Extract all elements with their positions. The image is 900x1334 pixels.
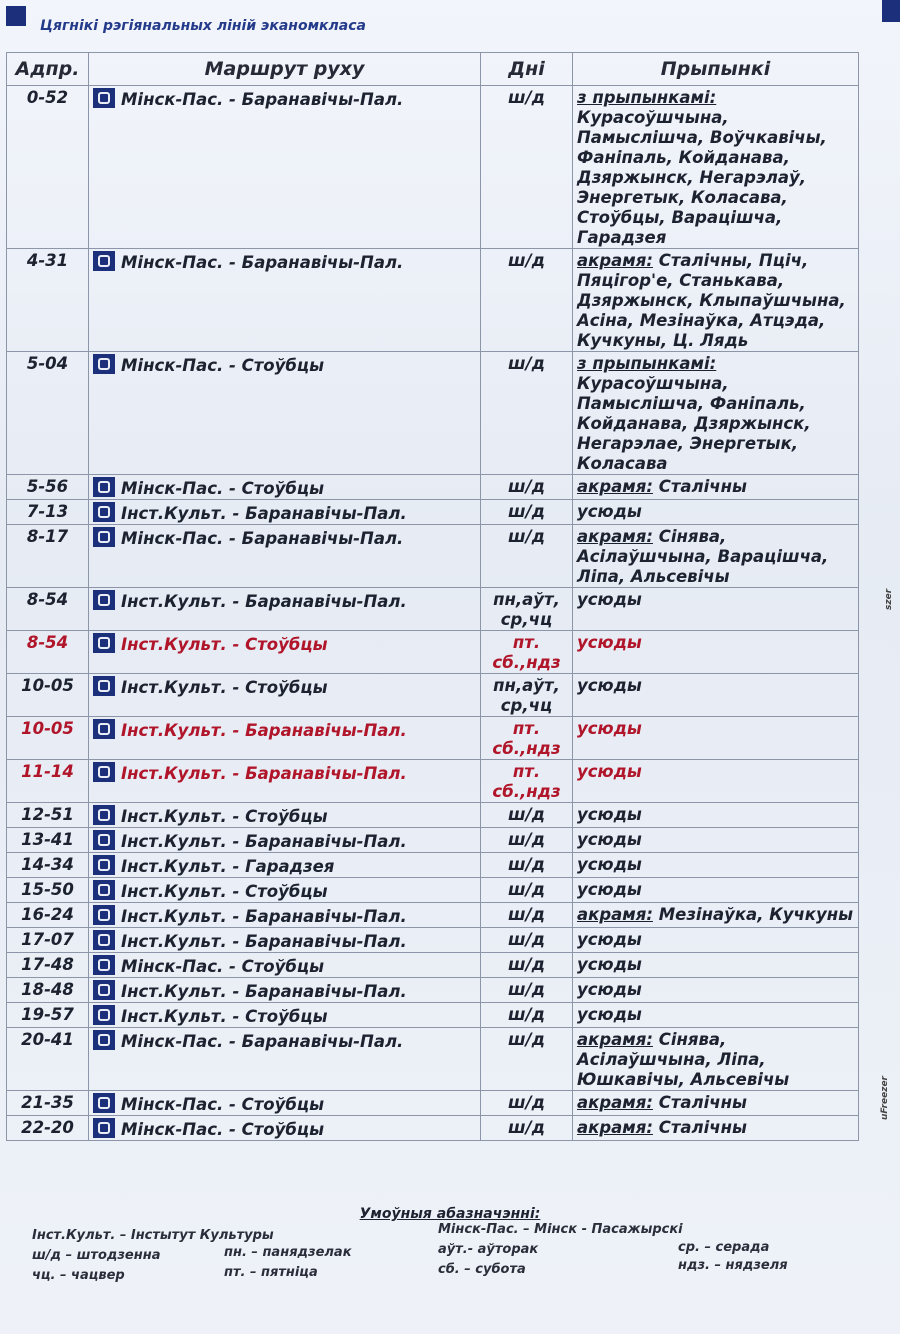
route-cell	[89, 1003, 481, 1028]
stops-prefix: акрамя:	[577, 1118, 653, 1137]
route-text: Інст.Культ. - Стоўбцы	[121, 1007, 328, 1026]
stops-prefix: акрамя:	[577, 905, 653, 924]
train-icon	[93, 762, 115, 782]
legend-item: ш/д – штодзенна	[32, 1248, 161, 1263]
train-icon	[93, 633, 115, 653]
days-cell	[481, 1091, 573, 1116]
route-cell	[89, 717, 481, 760]
stops-prefix: акрамя:	[577, 477, 653, 496]
days-cell	[481, 674, 573, 717]
train-icon	[93, 855, 115, 875]
route-cell	[89, 588, 481, 631]
route-text: Інст.Культ. - Баранавічы-Пал.	[121, 932, 407, 951]
stops-prefix: акрамя:	[577, 527, 653, 546]
legend-item: чц. – чацвер	[32, 1268, 125, 1283]
route-cell	[89, 674, 481, 717]
departure-time: 7-13	[7, 500, 89, 525]
route-text: Інст.Культ. - Баранавічы-Пал.	[121, 504, 407, 523]
stops-prefix: акрамя:	[577, 1093, 653, 1112]
stops-cell	[573, 674, 859, 717]
stops-prefix: з прыпынкамі:	[577, 88, 717, 107]
departure-time: 12-51	[7, 803, 89, 828]
stops-cell	[573, 525, 859, 588]
days-text: ш/д	[508, 1005, 545, 1024]
stops-cell	[573, 978, 859, 1003]
stops-text: усюды	[577, 930, 642, 949]
stops-text: Курасоўшчына, Памыслішча, Фаніпаль, Койданава, Дзяржынск, Негарэлае, Энергетык, Коласава	[577, 374, 811, 473]
departure-time: 17-07	[7, 928, 89, 953]
table-row	[7, 760, 859, 803]
departure-time: 10-05	[7, 717, 89, 760]
train-icon	[93, 590, 115, 610]
days-text-2: ср,чц	[500, 610, 553, 629]
departure-time: 5-56	[7, 475, 89, 500]
days-text: ш/д	[508, 1030, 545, 1049]
departure-time: 8-54	[7, 631, 89, 674]
departure-time: 5-04	[7, 352, 89, 475]
table-row	[7, 803, 859, 828]
stops-cell	[573, 631, 859, 674]
days-text: ш/д	[508, 88, 545, 107]
route-text: Мінск-Пас. - Стоўбцы	[121, 1095, 325, 1114]
stops-cell	[573, 717, 859, 760]
route-text: Мінск-Пас. - Стоўбцы	[121, 479, 325, 498]
days-text: пт.	[512, 719, 541, 738]
route-cell	[89, 878, 481, 903]
col-header-stops: Прыпынкі	[573, 53, 859, 86]
train-icon	[93, 880, 115, 900]
legend-item: ндз. – нядзеля	[678, 1258, 788, 1273]
train-icon	[93, 676, 115, 696]
stops-text: Сталічны, Пціч, Пяцігор'е, Станькава, Дзяржынск, Клыпаўшчына, Асіна, Мезінаўка, Атцэда, Кучкуны, Ц. Лядь	[577, 251, 846, 350]
route-cell	[89, 760, 481, 803]
table-row	[7, 717, 859, 760]
stops-cell	[573, 760, 859, 803]
days-cell	[481, 475, 573, 500]
days-text: ш/д	[508, 980, 545, 999]
stops-cell	[573, 903, 859, 928]
table-row	[7, 878, 859, 903]
days-text: ш/д	[508, 527, 545, 546]
departure-time: 4-31	[7, 249, 89, 352]
table-row	[7, 249, 859, 352]
stops-cell	[573, 828, 859, 853]
legend-item: Інст.Культ. – Інстытут Культуры	[32, 1228, 274, 1243]
days-cell	[481, 903, 573, 928]
timetable	[6, 52, 859, 1141]
route-text: Мінск-Пас. - Стоўбцы	[121, 1120, 325, 1139]
train-icon	[93, 930, 115, 950]
days-cell	[481, 853, 573, 878]
route-cell	[89, 352, 481, 475]
legend-item: Мінск-Пас. – Мінск - Пасажырскі	[438, 1222, 683, 1237]
legend-item: сб. – субота	[438, 1262, 526, 1277]
train-icon	[93, 502, 115, 522]
route-text: Мінск-Пас. - Баранавічы-Пал.	[121, 90, 404, 109]
days-cell	[481, 878, 573, 903]
departure-time: 15-50	[7, 878, 89, 903]
table-row	[7, 828, 859, 853]
legend-item: ср. – серада	[678, 1240, 770, 1255]
stops-cell	[573, 928, 859, 953]
train-icon	[93, 1093, 115, 1113]
departure-time: 0-52	[7, 86, 89, 249]
stops-cell	[573, 352, 859, 475]
stops-text: Сталічны	[658, 1093, 747, 1112]
days-text: ш/д	[508, 805, 545, 824]
days-text: пн,аўт,	[493, 590, 560, 609]
days-cell	[481, 249, 573, 352]
days-cell	[481, 1003, 573, 1028]
route-text: Інст.Культ. - Стоўбцы	[121, 635, 328, 654]
col-header-departure: Адпр.	[7, 53, 89, 86]
table-row	[7, 525, 859, 588]
stops-text: усюды	[577, 633, 642, 652]
stops-text: усюды	[577, 830, 642, 849]
days-text-2: ср,чц	[500, 696, 553, 715]
train-icon	[93, 805, 115, 825]
train-icon	[93, 955, 115, 975]
days-text-2: сб.,ндз	[492, 653, 561, 672]
days-text-2: сб.,ндз	[492, 782, 561, 801]
legend-item: аўт.- аўторак	[438, 1242, 539, 1257]
route-text: Інст.Культ. - Баранавічы-Пал.	[121, 832, 407, 851]
table-row	[7, 1003, 859, 1028]
days-cell	[481, 953, 573, 978]
days-text: ш/д	[508, 855, 545, 874]
stops-cell	[573, 1116, 859, 1141]
table-row	[7, 631, 859, 674]
days-text: ш/д	[508, 955, 545, 974]
departure-time: 8-17	[7, 525, 89, 588]
route-text: Інст.Культ. - Стоўбцы	[121, 807, 328, 826]
side-label: uFreezer	[880, 1076, 890, 1120]
train-icon	[93, 354, 115, 374]
route-text: Мінск-Пас. - Баранавічы-Пал.	[121, 1032, 404, 1051]
days-cell	[481, 803, 573, 828]
route-text: Мінск-Пас. - Баранавічы-Пал.	[121, 529, 404, 548]
days-text: ш/д	[508, 477, 545, 496]
days-cell	[481, 86, 573, 249]
route-cell	[89, 249, 481, 352]
departure-time: 19-57	[7, 1003, 89, 1028]
route-cell	[89, 978, 481, 1003]
table-row	[7, 588, 859, 631]
stops-cell	[573, 1003, 859, 1028]
route-text: Мінск-Пас. - Стоўбцы	[121, 957, 325, 976]
departure-time: 16-24	[7, 903, 89, 928]
route-text: Мінск-Пас. - Баранавічы-Пал.	[121, 253, 404, 272]
route-text: Інст.Культ. - Баранавічы-Пал.	[121, 721, 407, 740]
stops-text: Сінява, Асілаўшчына, Ліпа, Юшкавічы, Альсевічы	[577, 1030, 790, 1089]
route-cell	[89, 828, 481, 853]
stops-cell	[573, 86, 859, 249]
train-icon	[93, 477, 115, 497]
stops-text: усюды	[577, 955, 642, 974]
days-text: пт.	[512, 633, 541, 652]
departure-time: 11-14	[7, 760, 89, 803]
stops-cell	[573, 953, 859, 978]
table-row	[7, 928, 859, 953]
train-icon	[6, 6, 26, 26]
stops-cell	[573, 878, 859, 903]
table-row	[7, 1028, 859, 1091]
legend-title: Умоўныя абазначэнні:	[359, 1206, 541, 1222]
route-cell	[89, 953, 481, 978]
route-cell	[89, 853, 481, 878]
stops-text: усюды	[577, 676, 642, 695]
stops-cell	[573, 1028, 859, 1091]
train-icon	[93, 905, 115, 925]
days-cell	[481, 828, 573, 853]
table-row	[7, 475, 859, 500]
route-text: Інст.Культ. - Гарадзея	[121, 857, 335, 876]
departure-time: 14-34	[7, 853, 89, 878]
route-text: Інст.Культ. - Стоўбцы	[121, 882, 328, 901]
table-row	[7, 1116, 859, 1141]
stops-text: усюды	[577, 1005, 642, 1024]
days-cell	[481, 760, 573, 803]
table-row	[7, 500, 859, 525]
days-text: ш/д	[508, 354, 545, 373]
route-cell	[89, 928, 481, 953]
days-cell	[481, 717, 573, 760]
departure-time: 10-05	[7, 674, 89, 717]
table-row	[7, 953, 859, 978]
days-cell	[481, 928, 573, 953]
days-text: ш/д	[508, 1093, 545, 1112]
route-cell	[89, 475, 481, 500]
days-cell	[481, 631, 573, 674]
departure-time: 18-48	[7, 978, 89, 1003]
stops-text: усюды	[577, 762, 642, 781]
days-text: ш/д	[508, 830, 545, 849]
train-icon	[93, 719, 115, 739]
days-cell	[481, 588, 573, 631]
table-row	[7, 86, 859, 249]
table-row	[7, 352, 859, 475]
table-row	[7, 903, 859, 928]
route-cell	[89, 803, 481, 828]
stops-cell	[573, 588, 859, 631]
stops-text: Сінява, Асілаўшчына, Варацішча, Ліпа, Альсевічы	[577, 527, 829, 586]
train-icon	[93, 527, 115, 547]
table-row	[7, 978, 859, 1003]
departure-time: 17-48	[7, 953, 89, 978]
stops-cell	[573, 803, 859, 828]
stops-cell	[573, 500, 859, 525]
departure-time: 8-54	[7, 588, 89, 631]
days-cell	[481, 352, 573, 475]
stops-prefix: з прыпынкамі:	[577, 354, 717, 373]
route-cell	[89, 631, 481, 674]
route-text: Інст.Культ. - Баранавічы-Пал.	[121, 592, 407, 611]
train-icon	[93, 830, 115, 850]
days-text: ш/д	[508, 930, 545, 949]
departure-time: 21-35	[7, 1091, 89, 1116]
route-text: Інст.Культ. - Баранавічы-Пал.	[121, 907, 407, 926]
stops-text: усюды	[577, 590, 642, 609]
days-text: ш/д	[508, 502, 545, 521]
train-icon	[93, 1118, 115, 1138]
route-text: Мінск-Пас. - Стоўбцы	[121, 356, 325, 375]
departure-time: 20-41	[7, 1028, 89, 1091]
stops-text: Мезінаўка, Кучкуны	[658, 905, 854, 924]
days-text: ш/д	[508, 880, 545, 899]
train-icon	[93, 1005, 115, 1025]
stops-cell	[573, 1091, 859, 1116]
route-cell	[89, 1028, 481, 1091]
table-row	[7, 674, 859, 717]
stops-text: усюды	[577, 880, 642, 899]
departure-time: 22-20	[7, 1116, 89, 1141]
train-icon	[93, 1030, 115, 1050]
route-cell	[89, 86, 481, 249]
stops-text: Сталічны	[658, 477, 747, 496]
legend-item: пт. – пятніца	[224, 1265, 318, 1280]
train-icon	[93, 980, 115, 1000]
days-cell	[481, 978, 573, 1003]
route-cell	[89, 1091, 481, 1116]
route-text: Інст.Культ. - Баранавічы-Пал.	[121, 982, 407, 1001]
days-text: пн,аўт,	[493, 676, 560, 695]
days-text: ш/д	[508, 251, 545, 270]
col-header-route: Маршрут руху	[89, 53, 481, 86]
stops-text: усюды	[577, 980, 642, 999]
table-row	[7, 1091, 859, 1116]
days-cell	[481, 525, 573, 588]
stops-prefix: акрамя:	[577, 251, 653, 270]
side-label: szer	[884, 588, 894, 610]
stops-cell	[573, 249, 859, 352]
days-text-2: сб.,ндз	[492, 739, 561, 758]
stops-text: усюды	[577, 502, 642, 521]
table-row	[7, 853, 859, 878]
days-text: ш/д	[508, 1118, 545, 1137]
days-cell	[481, 500, 573, 525]
route-cell	[89, 500, 481, 525]
stops-text: Сталічны	[658, 1118, 747, 1137]
days-text: ш/д	[508, 905, 545, 924]
stops-text: усюды	[577, 719, 642, 738]
route-text: Інст.Культ. - Стоўбцы	[121, 678, 328, 697]
page-title: Цягнікі рэгіянальных ліній эканомкласа	[40, 18, 366, 34]
departure-time: 13-41	[7, 828, 89, 853]
stops-text: усюды	[577, 805, 642, 824]
route-text: Інст.Культ. - Баранавічы-Пал.	[121, 764, 407, 783]
stops-text: Курасоўшчына, Памыслішча, Воўчкавічы, Фаніпаль, Койданава, Дзяржынск, Негарэлаў, Энергетык, Коласава, Стоўбцы, Варацішча, Гарадзея	[577, 108, 827, 247]
days-text: пт.	[512, 762, 541, 781]
col-header-days: Дні	[481, 53, 573, 86]
train-icon	[93, 251, 115, 271]
days-cell	[481, 1116, 573, 1141]
route-cell	[89, 903, 481, 928]
stops-text: усюды	[577, 855, 642, 874]
stops-cell	[573, 475, 859, 500]
route-cell	[89, 525, 481, 588]
route-cell	[89, 1116, 481, 1141]
corner-mark-icon	[882, 0, 900, 22]
stops-cell	[573, 853, 859, 878]
days-cell	[481, 1028, 573, 1091]
stops-prefix: акрамя:	[577, 1030, 653, 1049]
legend-item: пн. – панядзелак	[224, 1245, 352, 1260]
train-icon	[93, 88, 115, 108]
